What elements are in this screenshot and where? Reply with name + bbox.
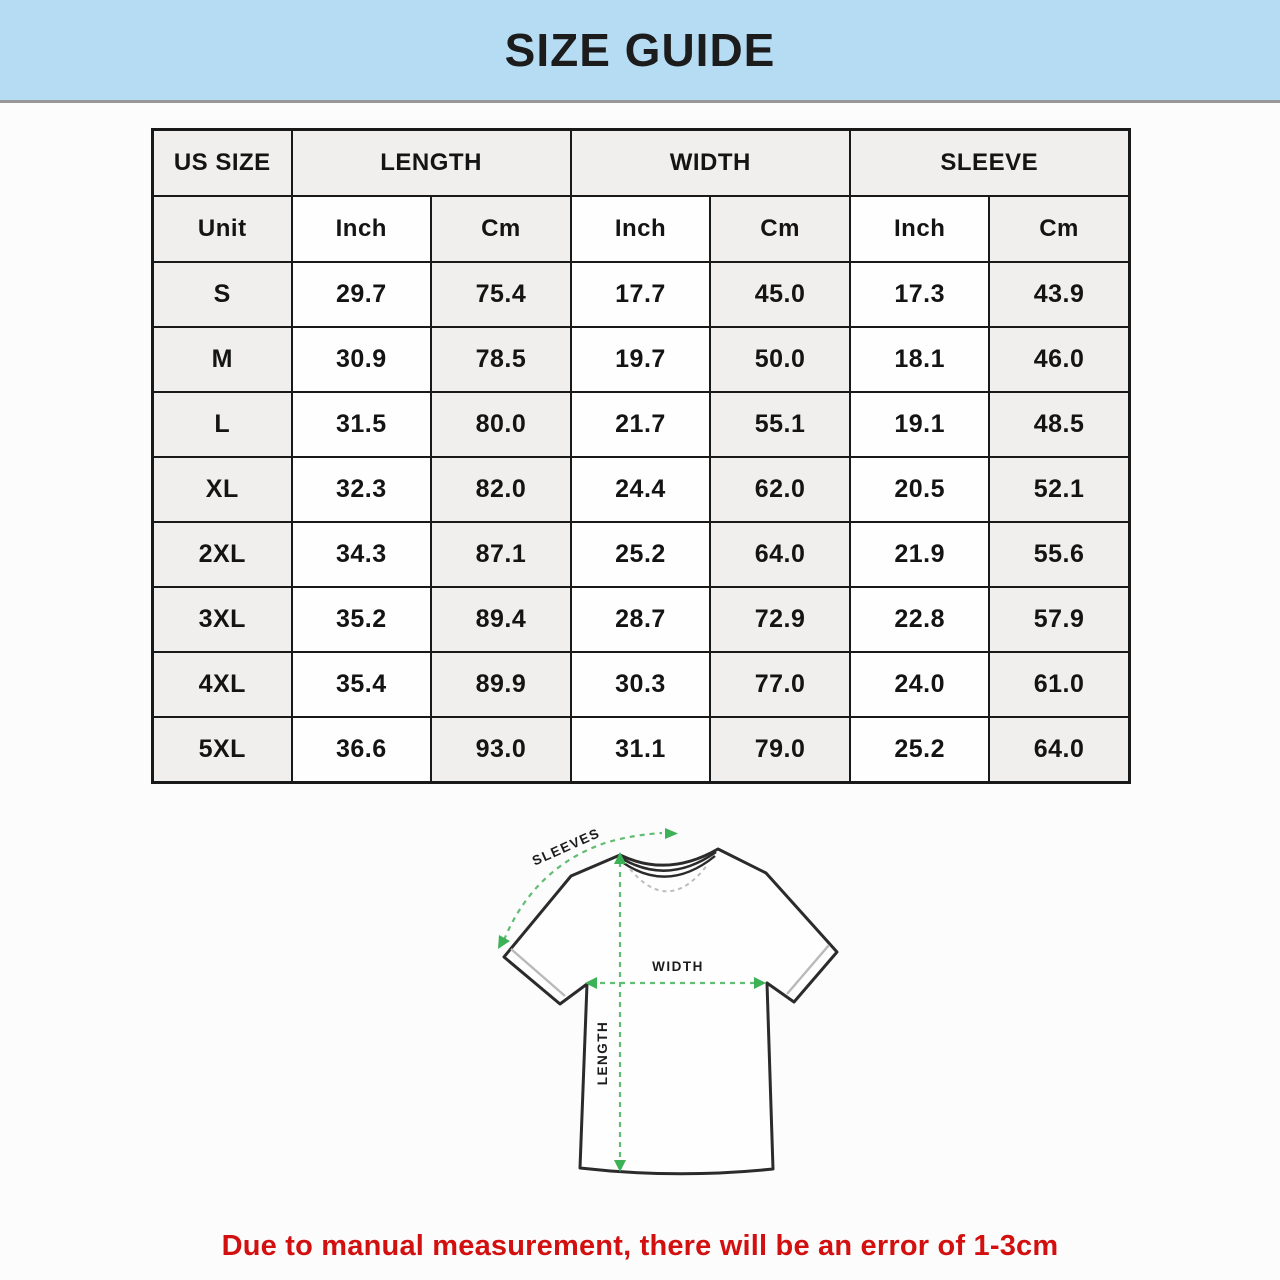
value-cell: 43.9 — [989, 262, 1129, 327]
value-cell: 80.0 — [431, 392, 571, 457]
value-cell: 19.1 — [850, 392, 990, 457]
value-cell: 17.3 — [850, 262, 990, 327]
value-cell: 22.8 — [850, 587, 990, 652]
value-cell: 29.7 — [292, 262, 432, 327]
value-cell: 89.4 — [431, 587, 571, 652]
value-cell: 30.3 — [571, 652, 711, 717]
value-cell: 48.5 — [989, 392, 1129, 457]
table-row — [153, 392, 1130, 457]
size-label-cell: 2XL — [153, 522, 292, 587]
unit-length-cm: Cm — [431, 196, 571, 262]
table-group-header-row — [153, 130, 1130, 197]
value-cell: 24.4 — [571, 457, 711, 522]
value-cell: 57.9 — [989, 587, 1129, 652]
value-cell: 89.9 — [431, 652, 571, 717]
table-row — [153, 652, 1130, 717]
unit-header: Unit — [153, 196, 292, 262]
value-cell: 82.0 — [431, 457, 571, 522]
sleeve-arrowhead-start — [498, 935, 510, 949]
value-cell: 52.1 — [989, 457, 1129, 522]
value-cell: 62.0 — [710, 457, 850, 522]
value-cell: 55.1 — [710, 392, 850, 457]
size-label-cell: M — [153, 327, 292, 392]
value-cell: 35.4 — [292, 652, 432, 717]
table-row — [153, 587, 1130, 652]
tshirt-measurement-diagram — [460, 818, 880, 1213]
value-cell: 28.7 — [571, 587, 711, 652]
page-title: SIZE GUIDE — [504, 24, 776, 76]
unit-width-inch: Inch — [571, 196, 711, 262]
table-row — [153, 457, 1130, 522]
header-sleeve: SLEEVE — [850, 130, 1129, 197]
value-cell: 77.0 — [710, 652, 850, 717]
sleeve-arrowhead-end — [665, 828, 678, 839]
unit-sleeve-cm: Cm — [989, 196, 1129, 262]
value-cell: 45.0 — [710, 262, 850, 327]
value-cell: 32.3 — [292, 457, 432, 522]
value-cell: 35.2 — [292, 587, 432, 652]
value-cell: 30.9 — [292, 327, 432, 392]
size-label-cell: S — [153, 262, 292, 327]
unit-width-cm: Cm — [710, 196, 850, 262]
table-row — [153, 717, 1130, 783]
table-row — [153, 262, 1130, 327]
value-cell: 46.0 — [989, 327, 1129, 392]
table-row — [153, 327, 1130, 392]
size-label-cell: 5XL — [153, 717, 292, 783]
table-unit-row — [153, 196, 1130, 262]
tshirt-outline — [504, 849, 837, 1174]
table-row — [153, 522, 1130, 587]
value-cell: 93.0 — [431, 717, 571, 783]
value-cell: 72.9 — [710, 587, 850, 652]
size-chart-table — [151, 128, 1131, 784]
size-label-cell: 3XL — [153, 587, 292, 652]
value-cell: 61.0 — [989, 652, 1129, 717]
value-cell: 36.6 — [292, 717, 432, 783]
value-cell: 64.0 — [989, 717, 1129, 783]
sleeves-label: SLEEVES — [529, 825, 603, 869]
value-cell: 21.7 — [571, 392, 711, 457]
value-cell: 50.0 — [710, 327, 850, 392]
value-cell: 31.1 — [571, 717, 711, 783]
value-cell: 55.6 — [989, 522, 1129, 587]
measurement-disclaimer: Due to manual measurement, there will be an error of 1-3cm — [221, 1230, 1059, 1262]
header-width: WIDTH — [571, 130, 850, 197]
value-cell: 20.5 — [850, 457, 990, 522]
value-cell: 78.5 — [431, 327, 571, 392]
value-cell: 64.0 — [710, 522, 850, 587]
value-cell: 24.0 — [850, 652, 990, 717]
width-label: WIDTH — [652, 959, 704, 974]
header-us-size: US SIZE — [153, 130, 292, 197]
value-cell: 87.1 — [431, 522, 571, 587]
value-cell: 25.2 — [850, 717, 990, 783]
size-label-cell: XL — [153, 457, 292, 522]
size-label-cell: 4XL — [153, 652, 292, 717]
value-cell: 31.5 — [292, 392, 432, 457]
value-cell: 25.2 — [571, 522, 711, 587]
value-cell: 75.4 — [431, 262, 571, 327]
value-cell: 18.1 — [850, 327, 990, 392]
value-cell: 17.7 — [571, 262, 711, 327]
unit-sleeve-inch: Inch — [850, 196, 990, 262]
size-label-cell: L — [153, 392, 292, 457]
value-cell: 19.7 — [571, 327, 711, 392]
value-cell: 34.3 — [292, 522, 432, 587]
value-cell: 79.0 — [710, 717, 850, 783]
unit-length-inch: Inch — [292, 196, 432, 262]
length-label: LENGTH — [595, 1020, 610, 1086]
value-cell: 21.9 — [850, 522, 990, 587]
size-guide-banner — [0, 0, 1280, 103]
header-length: LENGTH — [292, 130, 571, 197]
